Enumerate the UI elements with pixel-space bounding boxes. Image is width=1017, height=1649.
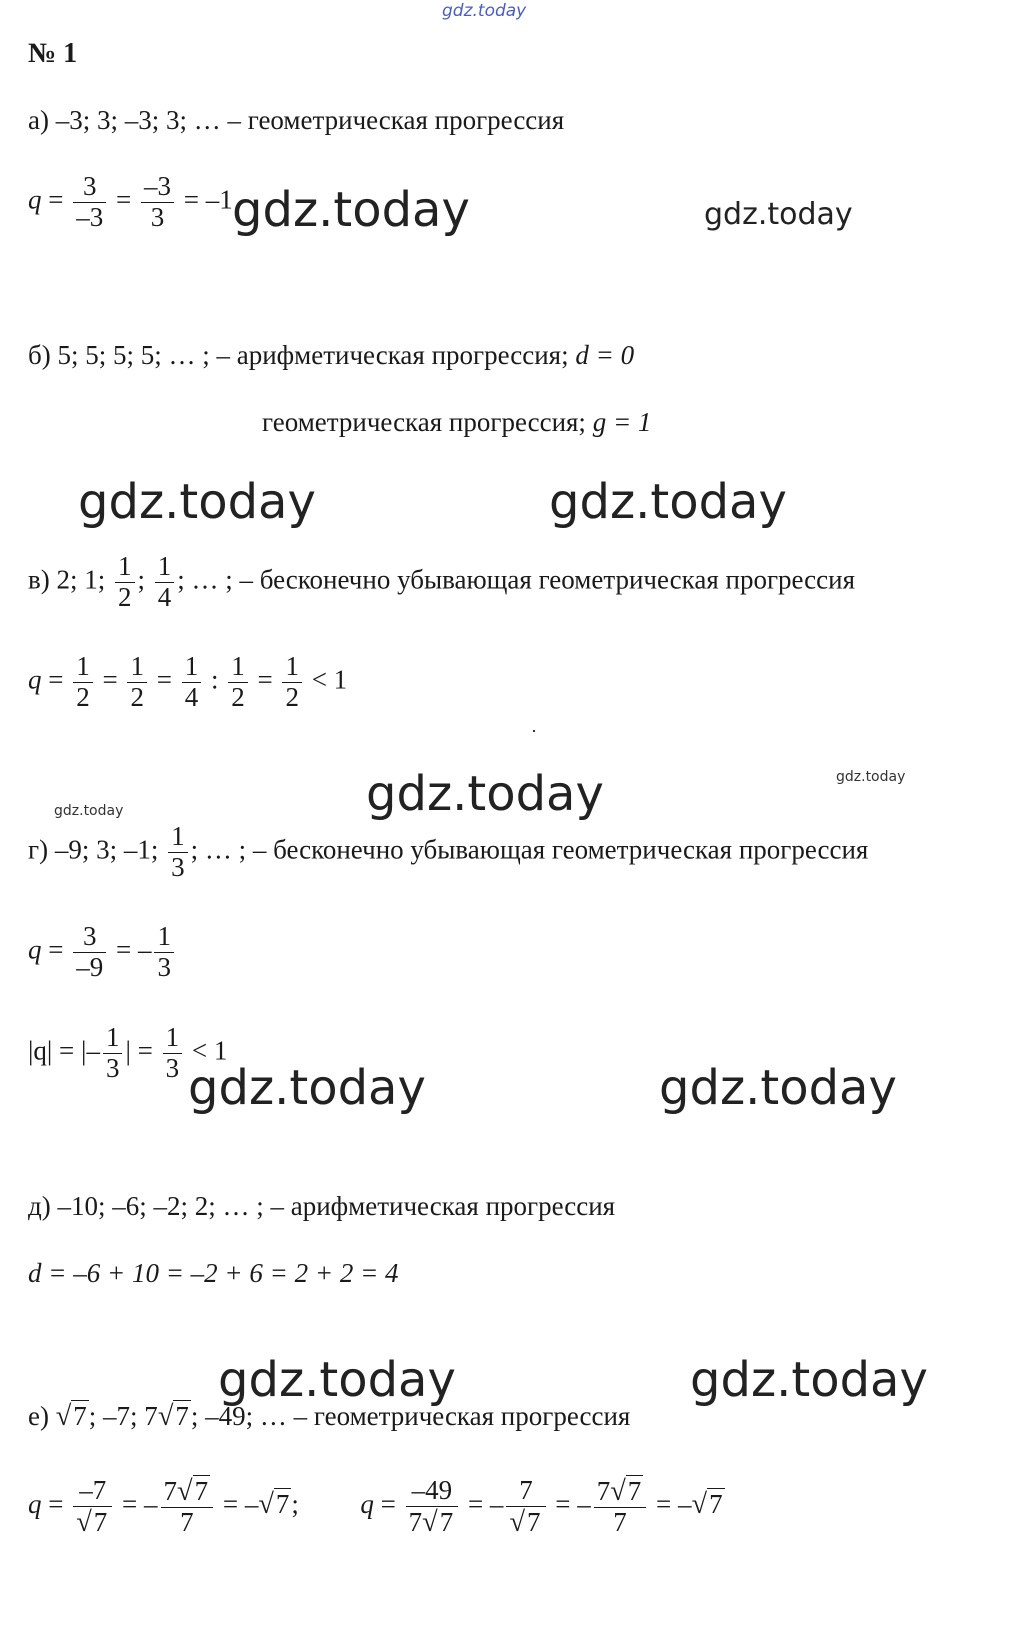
fraction: $\frac{1}{4}$ — [155, 552, 175, 612]
fraction: $\frac{1}{2}$ — [127, 652, 147, 712]
abs-close: | = — [125, 1035, 153, 1066]
watermark: gdz.today — [366, 766, 604, 822]
fraction: $\frac{-3}{3}$ — [141, 172, 174, 232]
fraction: $\frac{3}{-9}$ — [73, 922, 106, 982]
fraction: $\frac{1}{4}$ — [182, 652, 202, 712]
fraction: $\frac{7√7}{7}$ — [161, 1476, 214, 1538]
fraction: $\frac{-7}{√7}$ — [73, 1476, 112, 1538]
separator: ; — [137, 564, 146, 595]
watermark: gdz.today — [78, 474, 316, 530]
watermark: gdz.today — [232, 182, 470, 238]
equals-minus: = – — [656, 1489, 692, 1520]
equals-minus: = – — [555, 1489, 591, 1520]
fraction: $\frac{1}{3}$ — [168, 822, 188, 882]
item-v-suffix: ; … ; – бесконечно убывающая геометрическая прогрессия — [177, 564, 856, 595]
item-e-part1: ; –7; 7 — [88, 1401, 158, 1431]
equals: = — [48, 184, 64, 215]
fraction: $\frac{1}{2}$ — [115, 552, 135, 612]
stray-dot — [533, 730, 535, 732]
item-b-line2 — [262, 409, 651, 436]
equals: = — [48, 664, 64, 695]
item-e-line — [28, 1403, 630, 1431]
equals: = — [102, 664, 118, 695]
fraction: $\frac{1}{3}$ — [154, 922, 174, 982]
sqrt: √7 — [157, 1401, 189, 1432]
item-g-abs — [28, 1023, 227, 1083]
item-g-suffix: ; … ; – бесконечно убывающая геометрическая прогрессия — [190, 834, 869, 865]
item-v-formula — [28, 652, 347, 712]
watermark: gdz.today — [549, 474, 787, 530]
watermark: gdz.today — [704, 197, 853, 232]
watermark: gdz.today — [54, 803, 124, 819]
watermark: gdz.today — [188, 1060, 426, 1116]
item-v-prefix: в) 2; 1; — [28, 564, 106, 595]
watermark-top: gdz.today — [442, 1, 527, 21]
item-d-line: д) –10; –6; –2; 2; … ; – арифметическая прогрессия — [28, 1191, 616, 1221]
item-a-formula — [28, 172, 233, 232]
q-var: q — [360, 1489, 374, 1520]
less-than: < 1 — [191, 1035, 228, 1066]
watermark: gdz.today — [836, 769, 906, 785]
q-var: q — [28, 664, 42, 695]
item-g-prefix: г) –9; 3; –1; — [28, 834, 159, 865]
item-b-d: d = 0 — [575, 340, 635, 370]
item-v-line — [28, 552, 855, 612]
equals: = — [380, 1489, 396, 1520]
sqrt: √7 — [691, 1489, 723, 1521]
sqrt: √7 — [258, 1489, 290, 1521]
equals: = — [48, 934, 64, 965]
equals-minus: = – — [222, 1489, 259, 1520]
watermark: gdz.today — [218, 1352, 456, 1408]
less-than: < 1 — [311, 664, 348, 695]
item-d-formula: d = –6 + 10 = –2 + 6 = 2 + 2 = 4 — [28, 1258, 399, 1288]
fraction: $\frac{1}{2}$ — [282, 652, 302, 712]
fraction: $\frac{-49}{7√7}$ — [406, 1476, 459, 1538]
item-b-text2: геометрическая прогрессия; — [262, 407, 586, 437]
fraction: $\frac{1}{3}$ — [103, 1023, 123, 1083]
item-a-line: а) –3; 3; –3; 3; … – геометрическая прогрессия — [28, 105, 565, 135]
equals-minus: = – — [122, 1489, 158, 1520]
equals: = — [156, 664, 172, 695]
equals-minus: = – — [467, 1489, 504, 1520]
item-e-prefix: е) — [28, 1401, 49, 1431]
q-var: q — [28, 934, 42, 965]
sqrt: √7 — [55, 1401, 87, 1432]
watermark: gdz.today — [659, 1060, 897, 1116]
item-e-formula — [28, 1476, 725, 1538]
fraction: $\frac{1}{2}$ — [228, 652, 248, 712]
item-b-text: б) 5; 5; 5; 5; … ; – арифметическая прогрессия; — [28, 340, 569, 370]
fraction: $\frac{7√7}{7}$ — [594, 1476, 647, 1538]
fraction: $\frac{3}{-3}$ — [73, 172, 106, 232]
item-e-part2: ; –49; … – геометрическая прогрессия — [190, 1401, 631, 1431]
item-g-formula — [28, 922, 177, 982]
fraction: $\frac{7}{√7}$ — [506, 1476, 545, 1538]
semicolon: ; — [291, 1489, 299, 1520]
result: = –1 — [183, 184, 233, 215]
colon: : — [210, 664, 219, 695]
item-b-line — [28, 342, 634, 369]
q-var: q — [28, 1489, 42, 1520]
fraction: $\frac{1}{3}$ — [163, 1023, 183, 1083]
item-b-g: g = 1 — [592, 407, 652, 437]
equals: = — [115, 184, 132, 215]
equals-minus: = – — [115, 934, 152, 965]
problem-title: № 1 — [28, 38, 78, 69]
equals: = — [48, 1489, 64, 1520]
q-var: q — [28, 184, 42, 215]
watermark: gdz.today — [690, 1352, 928, 1408]
fraction: $\frac{1}{2}$ — [73, 652, 93, 712]
equals: = — [257, 664, 273, 695]
abs-q: |q| = |– — [28, 1035, 100, 1066]
item-g-line — [28, 822, 868, 882]
